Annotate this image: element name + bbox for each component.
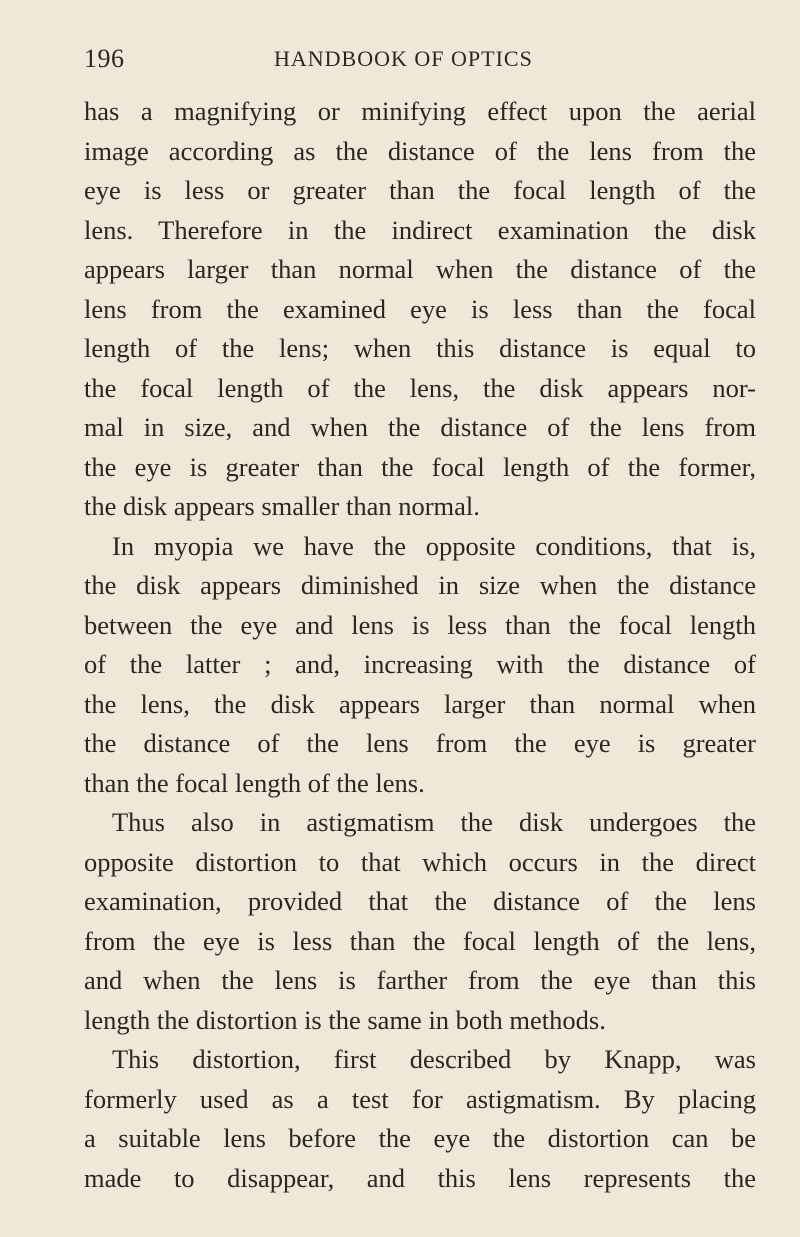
- body-text: [84, 92, 756, 1198]
- text-line: the disk appears diminished in size when the distance: [84, 570, 756, 600]
- text-line: the eye is greater than the focal length of the former,: [84, 451, 756, 482]
- text-line: image according as the distance of the lens from the: [84, 135, 756, 166]
- text-line: examination, provided that the distance of the lens: [84, 886, 756, 916]
- text-line: Thus also in astigmatism the disk undergoes the: [112, 807, 756, 837]
- text-line: than the focal length of the lens.: [84, 767, 425, 798]
- text-line: length the distortion is the same in both methods.: [84, 1004, 606, 1035]
- text-line: This distortion, first described by Knapp, was: [112, 1044, 756, 1074]
- text-line: appears larger than normal when the distance of the: [84, 254, 756, 284]
- text-line: the focal length of the lens, the disk appears nor-: [84, 372, 756, 403]
- text-line: from the eye is less than the focal length of the lens,: [84, 925, 756, 956]
- running-title: HANDBOOK OF OPTICS: [274, 46, 533, 71]
- text-line: opposite distortion to that which occurs in the direct: [84, 846, 756, 877]
- text-line: and when the lens is farther from the eye than this: [84, 965, 756, 995]
- text-line: mal in size, and when the distance of the lens from: [84, 412, 756, 442]
- text-line: lens from the examined eye is less than the focal: [84, 293, 756, 324]
- text-line: lens. Therefore in the indirect examination the disk: [84, 214, 756, 245]
- text-line: a suitable lens before the eye the distortion can be: [84, 1123, 756, 1153]
- text-line: of the latter ; and, increasing with the distance of: [84, 649, 756, 679]
- text-line: has a magnifying or minifying effect upon the aerial: [84, 96, 756, 126]
- text-line: the disk appears smaller than normal.: [84, 491, 480, 521]
- running-head: [84, 44, 742, 84]
- text-line: formerly used as a test for astigmatism. By placing: [84, 1083, 756, 1114]
- text-line: the distance of the lens from the eye is greater: [84, 728, 756, 758]
- text-line: the lens, the disk appears larger than normal when: [84, 688, 756, 719]
- page-number: 196: [84, 44, 125, 73]
- text-line: length of the lens; when this distance is equal to: [84, 333, 756, 363]
- text-line: eye is less or greater than the focal length of the: [84, 175, 756, 205]
- text-line: made to disappear, and this lens represents the: [84, 1162, 756, 1193]
- text-line: In myopia we have the opposite conditions, that is,: [112, 530, 756, 561]
- text-line: between the eye and lens is less than the focal length: [84, 609, 756, 640]
